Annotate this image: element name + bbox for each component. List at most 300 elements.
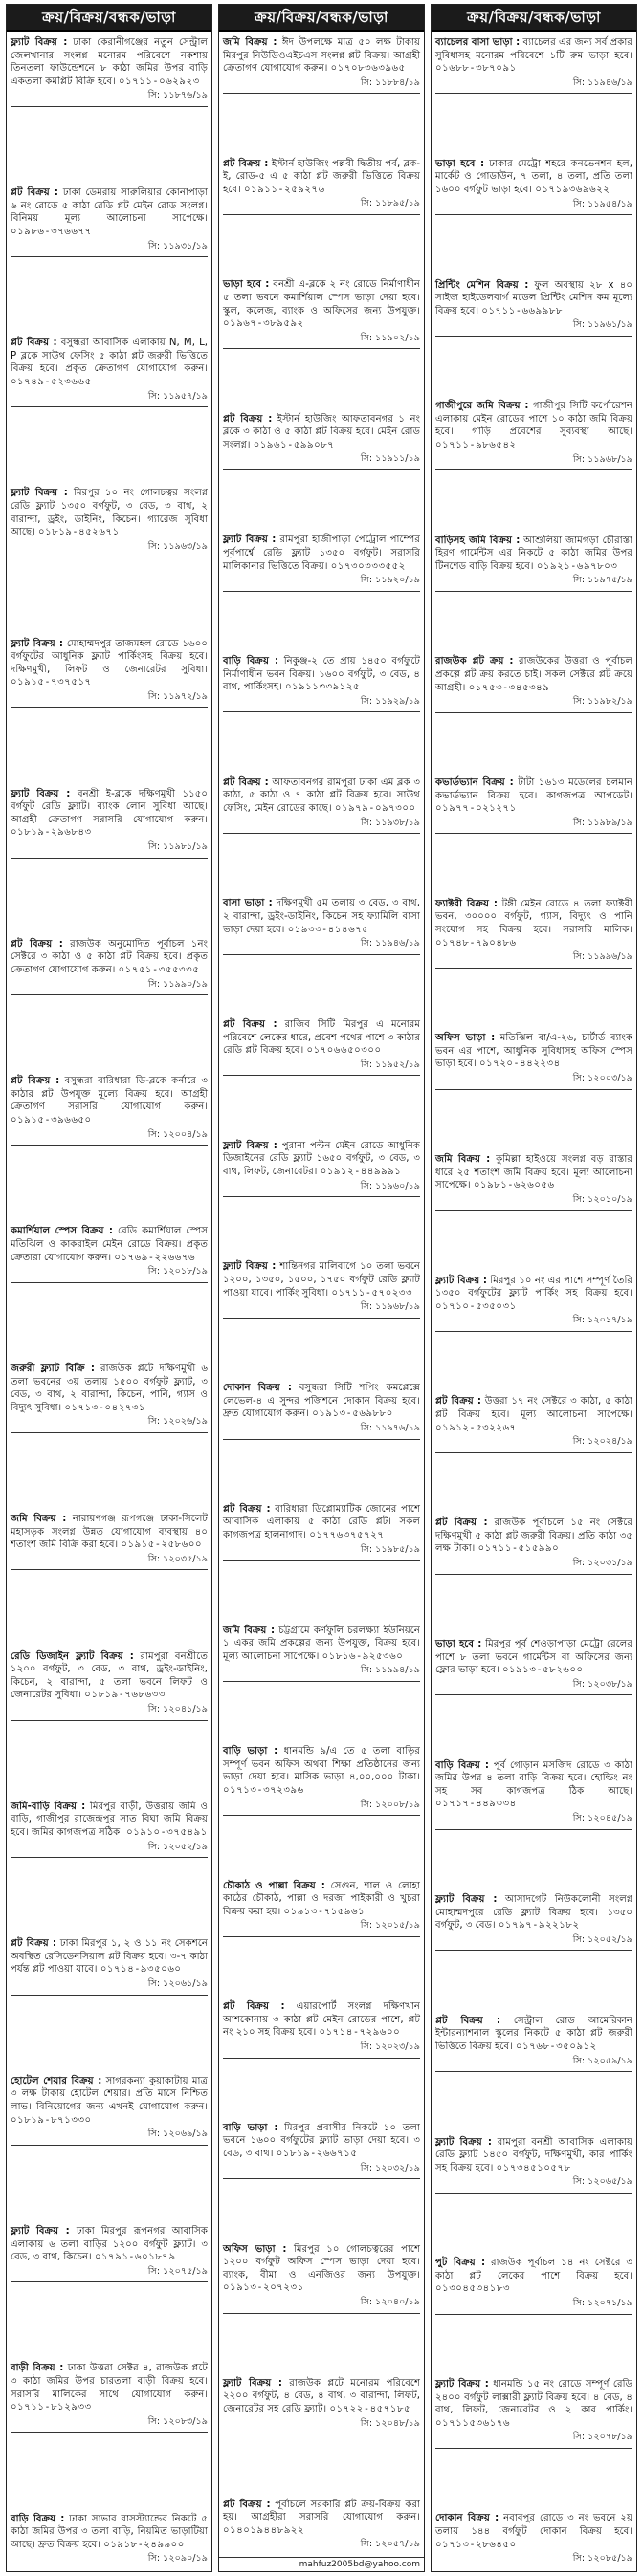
- ad-code: সি: ১১৯১১/১৯: [360, 453, 420, 465]
- ad-heading: প্লট বিক্রয় :: [11, 938, 63, 950]
- ad-heading: দোকান বিক্রয় :: [223, 1383, 292, 1394]
- ad-phone: ০১৯১৫-৩৯৬৬৫০: [11, 1115, 92, 1126]
- ad-text: সাগরকন্যা কুয়াকাটায় মাত্র ৩ লক্ষ টাকায় হোটেল শেয়ার। প্রতি মাসে নিশ্চিত লাভ। বিনিয়োগের জন্য এখনই যোগাযোগ করুন।: [11, 2075, 209, 2112]
- ad-code: সি: ১১৯৫৪/১৯: [572, 198, 632, 209]
- ad-text: বসুন্ধরা সিটি শপিং কমপ্লেক্সে লেভেল-৪ এ সুন্দর পজিশনে দোকান বিক্রয় হবে। দ্রুত যোগাযোগ করুন।: [223, 1383, 420, 1420]
- classified-ad: [11, 484, 208, 557]
- ad-text: নারায়ণগঞ্জ রূপগঞ্জে ঢাকা-সিলেট মহাসড়ক সংলগ্ন উন্নত যোগাযোগ ব্যবস্থায় ৪০ শতাংশ জমি বিক্রি করা হবে।: [11, 1514, 208, 1551]
- ad-text: বসুন্ধরা আবাসিক এলাকায় N, M, L, P ব্লকে সাউথ ফেসিং ৫ কাঠা প্লট জরুরী ভিত্তিতে বিক্রয় হবে। প্রকৃত ক্রেতাগণ যোগাযোগ করুন।: [11, 338, 208, 375]
- classified-ad: [435, 532, 632, 592]
- classified-ad: [223, 2374, 420, 2434]
- ad-heading: ফ্ল্যাট বিক্রয় :: [223, 2377, 282, 2389]
- classified-ad: [435, 2509, 632, 2568]
- ad-phone: ০১৭১৪-৭২৯৬০০: [319, 2027, 401, 2039]
- ad-text: ঢাকা সাভার বাসস্ট্যান্ডের নিকটে ৫ কাঠা জমির উপর ৩ তলা বাড়ি, নিয়মিত ভাড়াটিয়া আছে। দ্রুত বিক্রয় হবে।: [11, 2513, 208, 2550]
- classified-column-2: [218, 4, 425, 2572]
- classified-ad: [223, 2240, 420, 2314]
- ad-code: সি: ১২০৬৯/১৯: [147, 2128, 208, 2140]
- ad-heading: ভাড়া হবে :: [435, 158, 485, 169]
- ad-phone: ০১৯১১৩৩৯১২৫: [284, 682, 361, 693]
- ad-heading: পুট বিক্রয় :: [435, 2258, 486, 2269]
- ad-heading: প্লট বিক্রয় :: [435, 1396, 481, 1408]
- classified-ad: [435, 1029, 632, 1089]
- ad-code: সি: ১২০৯০/১৯: [147, 2553, 208, 2565]
- ad-heading: ফ্ল্যাট বিক্রয় :: [11, 37, 68, 48]
- classified-ad: [11, 635, 208, 709]
- classified-ad: [223, 1137, 420, 1197]
- ad-text: মিরপুর প্রবাসীর নিকটে ১০ তলা ভবনে ১৬০০ বর্গফুটের ফ্ল্যাট ভাড়া দেয়া হবে। ৩ বেড, ৩ বাথ।: [223, 2122, 420, 2160]
- ad-phone: ০১৯১৩-৫৮২৬০০: [501, 1665, 584, 1676]
- ad-code: সি: ১২০১৭/১৯: [572, 1315, 632, 1326]
- ad-code: সি: ১১৯৮১/১৯: [147, 841, 208, 852]
- ad-heading: গাজীপুরে জমি বিক্রয় :: [435, 401, 529, 412]
- ads-list: [7, 32, 211, 2571]
- ad-heading: ফ্ল্যাট বিক্রয় :: [223, 1261, 277, 1273]
- ad-heading: ফ্ল্যাট বিক্রয় :: [223, 1140, 277, 1151]
- ad-heading: প্লট বিক্রয় :: [223, 2499, 271, 2510]
- ad-code: সি: ১১৯৭৫/১৯: [572, 575, 632, 586]
- ad-text: রামপুরা বনশ্রীতে ১২০০ বর্গফুট, ৩ বেড, ৩ বাথ, ড্রইং-ডাইনিং, কিচেন, ২ বারান্দা, ৫ তলা ভবনে লিফট ও জেনারেটর সুবিধা।: [11, 1650, 208, 1701]
- ad-heading: ফ্ল্যাট বিক্রয় :: [11, 638, 63, 649]
- ad-phone: ০১৯৮১-৬২৬০৫৬: [473, 1180, 555, 1191]
- classified-ad: [223, 1379, 420, 1439]
- ad-code: সি: ১১৯২০/১৯: [360, 575, 420, 586]
- ad-code: সি: ১১৯৪৬/১৯: [360, 938, 420, 950]
- ad-code: সি: ১২০৪১/১৯: [147, 1703, 208, 1714]
- classified-column-3: [431, 4, 637, 2572]
- ad-heading: জমি বিক্রয় :: [435, 1153, 491, 1165]
- ad-code: সি: ১২০২৪/১৯: [572, 1436, 632, 1448]
- ad-phone: ০১৯১৩-৭১৫৯৬১: [283, 1906, 366, 1917]
- ad-text: ব্যাচেলর এর জন্য সর্ব প্রকার সুবিধাসহ মনোরম পরিবেশে ১টি রুম ভাড়া হবে।: [435, 37, 632, 61]
- ad-phone: ০১৭১০-৫৩৫০৩১: [435, 1300, 517, 1312]
- classified-ad: [223, 774, 420, 834]
- ad-text: উত্তরা ১৭ নং সেক্টরে ৩ কাঠা, ৫ কাঠা প্লট বিক্রয় হবে। মূল্য আলোচনা সাপেক্ষে।: [435, 1396, 632, 1421]
- ad-phone: ০১৮১৯-৪৫২৬৭১: [38, 527, 120, 538]
- ad-code: সি: ১১৯৩১/১৯: [147, 240, 208, 251]
- ad-phone: ০১৮১৯-২৯৬৮৪৩: [11, 827, 92, 839]
- classified-ad: [11, 2222, 208, 2282]
- ad-heading: প্লট বিক্রয় :: [435, 1517, 488, 1529]
- ad-heading: প্লট বিক্রয় :: [223, 2001, 285, 2013]
- ad-heading: বাড়ি বিক্রয় :: [11, 2513, 65, 2524]
- ad-code: সি: ১২০১৫/১৯: [360, 1920, 420, 1932]
- ad-text: ধানমন্ডি ১৫ নং রোডে সম্পূর্ণ রেডি ২৪০০ বর্গফুট লাক্সারী ফ্ল্যাট বিক্রয় হবে। ৪ বেড, ৪ বাথ, লিফট, জেনারেটর ও ২ কার পার্কিং।: [435, 2379, 632, 2416]
- ad-heading: ব্যাচেলর বাসা ভাড়া :: [435, 37, 521, 48]
- ad-phone: ০১৭৪৮-৭৯০৪৮৬: [435, 937, 517, 949]
- column-header: ক্রয়/বিক্রয়/বন্ধক/ভাড়া: [7, 5, 211, 32]
- ad-text: মিরপুর ১০ নং এর পাশে সম্পূর্ণ তৈরি ১৩৫০ বর্গফুটের ফ্ল্যাট পার্কিং সহ বিক্রয় হবে।: [435, 1275, 632, 1299]
- ad-code: সি: ১২০৩১/১৯: [572, 1557, 632, 1568]
- ad-text: বারিধারা ডিপ্লোম্যাটিক জোনের পাশে আবাসিক এলাকায় ৫ কাঠা রেডি প্লট। সকল কাগজপত্র হালনাগাদ।: [223, 1503, 420, 1541]
- ad-heading: দোকান বিক্রয় :: [435, 2513, 499, 2524]
- ad-heading: ফ্ল্যাট বিক্রয় :: [11, 788, 71, 799]
- ad-code: সি: ১১৯৮৯/১৯: [572, 817, 632, 828]
- ad-code: সি: ১২০৫৯/১৯: [572, 2055, 632, 2066]
- classified-ad: [435, 1635, 632, 1695]
- ad-phone: ০১৭২২-৪৫৭১৮৫: [329, 2404, 411, 2415]
- ad-text: মতিঝিল বা/এ-২৬, চার্টার্ড ব্যাংক ভবন এর পাশে, আধুনিক সুবিধাসহ অফিস স্পেস ভাড়া হবে।: [435, 1033, 632, 1070]
- ad-code: সি: ১১৯২৯/১৯: [360, 695, 420, 707]
- ad-text: রামপুরা হাজীপাড়া পেট্রোল পাম্পের পূর্বপার্শ্বে রেডি ফ্ল্যাট ১৩৫০ বর্গফুট। সরাসরি মালিকানার ভিত্তিতে বিক্রয়।: [223, 535, 420, 572]
- ad-heading: জরুরী ফ্ল্যাট বিক্রি :: [11, 1363, 95, 1374]
- classified-ad: [435, 397, 632, 470]
- ad-phone: ০১৯১০-৩৭৫৪৯১: [126, 1826, 208, 1838]
- classified-ad: [435, 1392, 632, 1452]
- classified-ad: [435, 155, 632, 215]
- ad-phone: ০১৯১৫-২৫৮৬০০: [121, 1539, 203, 1551]
- ads-list: [219, 32, 424, 2557]
- ad-heading: বাড়ি বিক্রয় :: [223, 656, 279, 667]
- ad-code: সি: ১২০৬১/১৯: [147, 1978, 208, 1990]
- classified-ad: [223, 1742, 420, 1816]
- ad-text: মিরপুর ১০ গোলচত্বরের পাশে ১২০০ বর্গফুট অফিস স্পেস ভাড়া দেয়া হবে। ব্যাংক, বীমা ও এনজিওর জন্য উপযুক্ত।: [223, 2243, 420, 2281]
- ad-code: সি: ১২০৫২/১৯: [572, 1933, 632, 1945]
- ad-code: সি: ১১৮৭৬/১৯: [147, 90, 208, 101]
- classified-ad: [223, 531, 420, 591]
- ad-code: সি: ১২০৩২/১৯: [360, 2162, 420, 2173]
- ad-heading: জমি বিক্রয় :: [223, 37, 277, 48]
- classified-ad: [11, 1222, 208, 1282]
- classified-ad: [223, 1500, 420, 1561]
- ad-phone: ০১৯১২-৪৪৯৯৯১: [320, 1166, 402, 1177]
- ad-heading: প্লট বিক্রয় :: [11, 187, 59, 199]
- ad-phone: ০১৪০১৯৪৪৮৯২২: [223, 2524, 305, 2536]
- ad-code: সি: ১১৯৬৩/১৯: [147, 540, 208, 552]
- ad-heading: ফ্ল্যাট বিক্রয় :: [223, 535, 277, 546]
- ad-code: সি: ১২০৪৮/১৯: [360, 2417, 420, 2429]
- ad-text: টাটা ১৬১৩ মডেলের চলমান কভার্ডভ্যান বিক্রয় হবে। কাগজপত্র আপডেট।: [435, 777, 632, 801]
- ad-text: মিরপুর পূর্ব শেওড়াপাড়া মেট্রো রেলের পাশে ৮ তলা ভবনে গার্মেন্টস বা অফিসের জন্য ফ্লোর ভাড়া হবে।: [435, 1638, 632, 1676]
- ad-code: সি: ১১৯৫২/১৯: [360, 1059, 420, 1070]
- ad-phone: ০১৭৪৯-৫২৩৬৬৫: [11, 377, 92, 388]
- classified-ad: [435, 276, 632, 337]
- ad-code: সি: ১১৯৬৮/১৯: [360, 1301, 420, 1313]
- classified-ad: [435, 895, 632, 969]
- ad-text: ধানমন্ডি ৯/এ তে ৫ তলা বাড়ির সম্পূর্ণ ভবন অফিস অথবা শিক্ষা প্রতিষ্ঠানের জন্য ভাড়া দেয়া হবে। মাসিক ভাড়া ৪,০০,০০০ টাকা।: [223, 1746, 420, 1783]
- ad-text: টঙ্গী মেইন রোডে ৪ তলা ফ্যাক্টরী ভবন, ৩০০০০ বর্গফুট, গ্যাস, বিদ্যুৎ ও পানি সংযোগ সহ বিক্রয় হবে। সরাসরি মালিক।: [435, 898, 632, 936]
- ad-code: সি: ১২০৫২/১৯: [147, 1841, 208, 1852]
- ad-code: সি: ১২০৭৮/১৯: [572, 2432, 632, 2443]
- ad-code: সি: ১২০৮৫/১৯: [572, 2553, 632, 2565]
- ad-phone: ০১৯১৫-৭৩৭৫১৭: [11, 677, 92, 688]
- ad-text: মোহাম্মদপুর তাজমহল রোডে ১৬০০ বর্গফুটের আধুনিক ফ্ল্যাট পার্কিংসহ বিক্রয় হবে। দক্ষিণমুখী, লিফট ও জেনারেটর সুবিধা।: [11, 638, 208, 675]
- ad-heading: চৌকাঠ ও পাল্লা বিক্রয় :: [223, 1880, 325, 1891]
- ad-heading: ফ্ল্যাট বিক্রয় :: [435, 2136, 492, 2148]
- classified-ad: [11, 1798, 208, 1858]
- ad-heading: প্লট বিক্রয় :: [223, 413, 273, 425]
- ad-heading: প্লট বিক্রয় :: [435, 2015, 500, 2026]
- ad-text: বসুন্ধরা বারিধারা ডি-ব্লকে কর্নারে ৩ কাঠার প্লট উপযুক্ত মূল্যে বিক্রয় হবে। আগ্রহী ক্রেতাগণ সরাসরি যোগাযোগ করুন।: [11, 1076, 208, 1113]
- ad-code: সি: ১২০৪৫/১৯: [572, 1813, 632, 1824]
- classified-ad: [223, 155, 420, 215]
- ad-text: ইস্টার্ন হাউজিং আফতাবনগর ১ নং ব্লকে ৩ কাঠা ও ৫ কাঠা প্লট বিক্রয় হবে। মেইন রোড সংলগ্ন।: [223, 413, 420, 450]
- classified-ad: [435, 774, 632, 834]
- ad-heading: প্লট বিক্রয় :: [223, 158, 269, 169]
- ad-code: সি: ১২০৭৫/১৯: [147, 2265, 208, 2277]
- ad-text: ঢাকা ডেমরায় সারুলিয়ার কোনাপাড়া ৬ নং রোডে ৫ কাঠা রেডি প্লট মেইন রোড সংলগ্ন। বিনিময় মূল্য আলোচনা সাপেক্ষে।: [11, 187, 208, 225]
- ad-code: সি: ১২০১৮/১৯: [147, 1266, 208, 1277]
- ad-code: সি: ১১৯৩৮/১৯: [360, 817, 420, 828]
- ad-heading: বাড়ি বিক্রয় :: [435, 1759, 489, 1771]
- ad-code: সি: ১১৮৯৫/১৯: [360, 198, 420, 209]
- ad-heading: ফ্যাক্টরী বিক্রয় :: [435, 898, 498, 909]
- classified-ad: [223, 275, 420, 349]
- ad-phone: ০১৭৯১-৬০১৮৭৯: [94, 2252, 176, 2263]
- ad-code: সি: ১১৯০২/১৯: [360, 332, 420, 343]
- ad-text: রাজউকের উত্তরা ও পূর্বাচল প্রকল্পে প্লট ক্রয় করতে চাই। সকল সেক্টরে প্লট ক্রয়ে আগ্রহী।: [435, 656, 632, 693]
- classified-ad: [11, 935, 208, 995]
- ad-text: ঢাকা মিরপুর ১, ২ ও ১১ নং সেকশনে অবস্থিত রেসিডেনসিয়াল প্লট বিক্রয় হবে। ৩-৭ কাঠা পর্যন্ত প্লট পাওয়া যাবে।: [11, 1938, 208, 1976]
- ad-text: শান্তিনগর মালিবাগে ১০ তলা ভবনে ১২০০, ১৩৫০, ১৫০০, ১৭৫০ বর্গফুট রেডি ফ্ল্যাট পাওয়া যাবে। পার্কিং সুবিধা।: [223, 1261, 420, 1299]
- classified-ad: [11, 334, 208, 407]
- ad-phone: ০১৯৬৭-৩৮৯৫৯২: [223, 318, 304, 330]
- classified-ad: [223, 2496, 420, 2555]
- ad-text: রেডি কমার্শিয়াল স্পেস মতিঝিল ও কাকরাইল মেইন রোডে বিক্রয়। প্রকৃত ক্রেতারা যোগাযোগ করুন।: [11, 1226, 208, 1263]
- ad-phone: ০১৮১৯-৮৭১৩৩০: [11, 2114, 92, 2126]
- ad-heading: ফ্ল্যাট বিক্রয় :: [11, 488, 68, 499]
- ad-text: আশুলিয়া জামগড়া চৌরাস্তা হিরণ গার্মেন্টস এর নিকটে ৫ কাঠা জমির উপর টিনশেড বাড়ি বিক্রয় হবে।: [435, 535, 632, 572]
- ad-phone: ০১৯৮৬-৩৭৬৬৭৭: [11, 226, 92, 237]
- ad-phone: ০১৯২১-৬৯৭৮০৩: [536, 560, 618, 572]
- ad-code: সি: ১১৯৮২/১৯: [572, 696, 632, 708]
- ad-code: সি: ১১৯৬৮/১৯: [572, 453, 632, 465]
- ad-code: সি: ১২০২৬/১৯: [147, 1416, 208, 1428]
- ad-text: নিকুঞ্জ-২ তে প্রায় ১৪৫০ বর্গফুটে নির্মাণাধীন ভবন বিক্রয়। ১৬০০ বর্গফুট, ৩ বেড, ৪ বাথ, পার্কিংসহ।: [223, 656, 420, 693]
- ad-heading: প্লট বিক্রয় :: [11, 1076, 60, 1087]
- ad-phone: ০১৭১৭-৪৪৯৩৩৪: [435, 1799, 517, 1810]
- classified-ad: [435, 1757, 632, 1830]
- ad-heading: ভাড়া হবে :: [223, 279, 270, 291]
- ad-heading: কমার্শিয়াল স্পেস বিক্রয় :: [11, 1226, 113, 1237]
- ad-heading: প্লট বিক্রয় :: [223, 1503, 271, 1515]
- classified-ad: [435, 2375, 632, 2449]
- ad-phone: ০১৮১৯-৭৬৮৬৩৩: [84, 1690, 166, 1701]
- ad-text: ঈদ উপলক্ষে মাত্র ৫০ লক্ষ টাকায় মিরপুর নিউডিওএইচএস সংলগ্ন প্লট বিক্রয়। আগ্রহী ক্রেতাগণ যোগাযোগ করুন।: [223, 37, 420, 75]
- classified-ad: [223, 894, 420, 954]
- ad-text: সেন্ট্রাল রোড আমেরিকান ইন্টারন্যাশনাল স্কুলের নিকটে ৫ কাঠা প্লট জরুরী ভিত্তিতে বিক্রয় হবে।: [435, 2015, 632, 2052]
- ad-text: ইস্টার্ন হাউজিং পল্লবী দ্বিতীয় পর্ব, ব্লক-ই, রোড-৫ এ ৫ কাঠা প্লট জরুরী ভিত্তিতে বিক্রয় হবে।: [223, 158, 420, 195]
- ad-phone: ০১৭১১-৫১৫৯৯০: [477, 1543, 560, 1555]
- classified-ad: [435, 1514, 632, 1574]
- ad-heading: প্লট বিক্রয় :: [11, 1938, 56, 1950]
- ad-phone: ০১৭১১-০৬২৯২৩: [119, 76, 200, 87]
- ad-code: সি: ১১৯৯৬/১৯: [572, 951, 632, 963]
- ad-phone: ০১৯১২-৫৩২২৬৭: [435, 1422, 517, 1433]
- ad-code: সি: ১১৮৮৪/১৯: [360, 76, 420, 88]
- ad-code: সি: ১২০৭১/১৯: [572, 2298, 632, 2309]
- ad-text: কুমিল্লা হাইওয়ে সংলগ্ন বড় রাস্তার ধারে ২৫ শতাংশ জমি বিক্রয় হবে। মূল্য আলোচনা সাপেক্ষে।: [435, 1153, 632, 1191]
- classified-ad: [435, 1150, 632, 1211]
- classified-ad: [435, 2012, 632, 2072]
- ad-text: মিরপুর ১০ নং গোলচত্বর সংলগ্ন রেডি ফ্ল্যাট ১৩৫০ বর্গফুট, ৩ বেড, ৩ বাথ, ২ বারান্দা, ড্রইং, ডাইনিং, কিচেন। গ্যারেজ সুবিধা আছে।: [11, 488, 208, 538]
- ad-phone: ০১৭১১৫৩৬১৭৬: [435, 2417, 511, 2429]
- classified-ad: [11, 785, 208, 859]
- ad-phone: ০১৭১১-৯৮৬৫৪২: [435, 440, 517, 451]
- classified-ad: [223, 1997, 420, 2058]
- ad-phone: ০১৭৭৬৩৭৫৭২৭: [309, 1530, 385, 1541]
- ad-text: রামপুরা বনশ্রী আবাসিক এলাকায় রেডি ফ্ল্যাট ১৪৫০ বর্গফুট, দক্ষিণমুখী, কার পার্কিং সহ বিক্রয় হবে।: [435, 2136, 632, 2173]
- classified-ad: [223, 2119, 420, 2179]
- classified-column-1: [6, 4, 212, 2572]
- ad-heading: অফিস ভাড়া :: [223, 2243, 287, 2255]
- ad-text: রাজউক পূর্বাচলে ১৫ নং সেক্টরে দক্ষিণমুখী ৫ কাঠা প্লট জরুরী বিক্রয়। প্রতি কাঠা ৩৫ লক্ষ টাকা।: [435, 1517, 632, 1555]
- ad-phone: ০১৭১৯৩৬৯৬২২: [535, 184, 610, 195]
- ad-phone: ০১৯১৩-৫৬৯৮৮০: [312, 1408, 393, 1420]
- ad-text: ঢাকা উত্তরা সেক্টর ৪, রাজউক প্লটে ৩ কাঠা জমির উপর চারতলা বাড়ী বিক্রয় হবে। সরাসরি মালিকের সাথে যোগাযোগ করুন।: [11, 2363, 208, 2400]
- ad-text: ঢাকার মেট্রো শহরে কনভেনশন হল, মার্কেট ও গোডাউন, ৭ তলা, ৪ তলা, প্রতি তলা ১৬০০ বর্গফুট ভাড়া হবে।: [435, 158, 632, 195]
- ad-code: সি: ১২০৫৭/১৯: [360, 2539, 420, 2550]
- ad-code: সি: ১১৯৯৪/১৯: [360, 1665, 420, 1676]
- ad-code: সি: ১১৯৪৬/১৯: [572, 76, 632, 88]
- ad-heading: জমি বিক্রয় :: [11, 1514, 67, 1525]
- ad-phone: ০১৭৫৩-৩৪৫৩৪৯: [468, 682, 550, 693]
- ad-heading: প্লট বিক্রয় :: [223, 776, 269, 788]
- ad-heading: হোটেল শেয়ার বিক্রয় :: [11, 2075, 102, 2086]
- ad-text: গাজীপুর সিটি কর্পোরেশন এলাকায় মেইন রোডের পাশে ১০ কাঠা জমি বিক্রয় হবে। গাড়ি প্রবেশের সুব্যবস্থা আছে।: [435, 401, 633, 438]
- column-header: ক্রয়/বিক্রয়/বন্ধক/ভাড়া: [432, 5, 636, 32]
- classified-ad: [435, 1272, 632, 1332]
- classified-ad: [435, 2133, 632, 2194]
- ad-heading: প্রিন্টিং মেশিন বিক্রয় :: [435, 279, 529, 291]
- ad-code: সি: ১২০০৩/১৯: [572, 1072, 632, 1083]
- ad-phone: ০১৭১৩-০৪২৭৩১: [64, 1402, 146, 1413]
- ad-phone: ০১৭১৪-৯৩৫০৬০: [100, 1964, 182, 1976]
- ad-phone: ০১৭৬৮-৩৫০৯১২: [516, 2041, 597, 2052]
- ad-phone: ০১৭০৬৬৫০৩০০: [306, 1045, 382, 1057]
- ad-text: ফুল অবস্থায় ২৮ x ৪০ সাইজ হাইডেলবার্গ মডেল প্রিন্টিং মেশিন কম মূল্যে বিক্রয় হবে।: [435, 279, 632, 317]
- ad-heading: রেডি ডিজাইন ফ্ল্যাট বিক্রয় :: [11, 1650, 134, 1662]
- ad-heading: অফিস ভাড়া :: [435, 1033, 496, 1044]
- ad-text: ঢাকা কেরানীগঞ্জের নতুন সেন্ট্রাল জেলখানার সংলগ্ন মনোরম পরিবেশে নকশায় তিনতলা ফাউন্ডেশনে ৮ কাঠা জমির উপর বাড়ি একতলা কমপ্লিট বিক্রি হবে।: [11, 37, 208, 87]
- ad-code: সি: ১২০০৮/১৯: [360, 1799, 420, 1810]
- ad-phone: ০১৯১৮-২৪৯৯০০: [103, 2539, 185, 2550]
- classified-ad: [435, 1890, 632, 1951]
- ads-list: [432, 32, 636, 2571]
- classified-ad: [223, 1877, 420, 1937]
- ad-phone: ০১৭১৩-২৮৬৪৫০: [435, 2539, 517, 2550]
- ad-heading: কভার্ডভ্যান বিক্রয় :: [435, 777, 514, 789]
- classified-ad: [223, 1257, 420, 1318]
- ad-text: রাজউক প্লটে দক্ষিণমুখী ৬ তলা ভবনের ৩য় তলায় ১৫০০ বর্গফুট ফ্ল্যাট, ৩ বেড, ৩ বাথ, ২ বারান্দা, কিচেন, পানি, গ্যাস ও বিদ্যুৎ সুবিধা।: [11, 1363, 208, 1413]
- ad-text: রাজউক প্লটে মনোরম পরিবেশে ২২০০ বর্গফুট, ৪ বেড, ৪ বাথ, ৩ বারান্দা, লিফট, জেনারেটর সহ রেডি ফ্ল্যাট।: [223, 2377, 420, 2415]
- classified-ad: [435, 33, 632, 94]
- ad-text: মিরপুর বাড়ী, উত্তরায় জমি ও বাড়ি, গাজীপুর রাজেন্দ্রপুর সাত বিঘা জমি বিক্রয় হবে। জমির কাগজপত্র সঠিক।: [11, 1801, 208, 1838]
- ad-phone: ০১৯১১-২৫৯২৭৬: [244, 184, 325, 195]
- classified-ad: [11, 2510, 208, 2569]
- classified-ad: [11, 1648, 208, 1721]
- ad-code: সি: ১১৯৮৫/১৯: [360, 1543, 420, 1555]
- ad-heading: প্লট বিক্রয় :: [223, 1019, 277, 1031]
- ad-phone: ০১৭৩০৩৩৩৫৫২: [330, 560, 406, 572]
- ad-code: সি: ১২০৮৩/১৯: [147, 2415, 208, 2427]
- ad-text: রাজউক পূর্বাচল ১৪ নং সেক্টরে ৩ কাঠা প্লট লেকের পাশে বিক্রয় হবে।: [435, 2258, 632, 2281]
- ad-phone: ০১৭১১-৬৬৯৯৮৮: [481, 305, 564, 317]
- classified-ad: [11, 33, 208, 107]
- ad-code: সি: ১২০১০/১৯: [572, 1193, 632, 1205]
- ad-heading: রাজউক প্লট ক্রয় :: [435, 656, 514, 667]
- ad-phone: ০১৭২০-৪৪২২৩৪: [479, 1059, 561, 1070]
- classified-ad: [435, 652, 632, 712]
- ad-text: ঢাকা মিরপুর রূপনগর আবাসিক এলাকায় ৬ তলা বাড়ির ১২০০ বর্গফুট ফ্ল্যাট। ৩ বেড, ৩ বাথ, কিচেন।: [11, 2225, 208, 2263]
- ad-text: পূর্বাচলে সরকারি প্লট ক্রয়-বিক্রয় করা হয়। আগ্রহীরা সরাসরি যোগাযোগ করুন।: [223, 2499, 420, 2523]
- ad-code: সি: ১১৯৬১/১৯: [572, 319, 632, 331]
- ad-heading: জমি বিক্রয় :: [223, 1625, 276, 1636]
- ad-code: সি: ১২০৩৮/১৯: [572, 1678, 632, 1690]
- classified-ad: [223, 1015, 420, 1076]
- ad-text: পূর্ব গোড়ান মসজিদ রোডে ৩ কাঠা জমির উপর ৪ তলা বাড়ি বিক্রয় হবে। হোল্ডিং নং সহ সব কাগজপত্র ঠিক আছে।: [435, 1759, 632, 1797]
- ad-heading: বাড়ি ভাড়া :: [223, 2122, 278, 2133]
- classified-ad: [223, 410, 420, 470]
- ad-heading: ফ্ল্যাট বিক্রয় :: [11, 2225, 70, 2237]
- ad-code: সি: ১২০০৪/১৯: [147, 1128, 208, 1140]
- classified-ad: [11, 2359, 208, 2433]
- ad-phone: ০১৩০৪৫৩৪১৮৩: [435, 2283, 511, 2295]
- ad-heading: ফ্ল্যাট বিক্রয় :: [435, 2379, 489, 2390]
- ad-code: সি: ১১৯৬০/১৯: [360, 1180, 420, 1191]
- ad-text: এয়ারপোর্ট সংলগ্ন দক্ষিণখান আশকোনায় ৩ কাঠা প্লট মেইন রোডের পাশে, প্লট নং ২১০ সহ বিক্রয় হবে।: [223, 2001, 421, 2039]
- ad-code: সি: ১২০২৩/১৯: [360, 2041, 420, 2052]
- classified-ad: [11, 1360, 208, 1433]
- classified-ad: [223, 652, 420, 712]
- ad-code: সি: ১১৯৯০/১৯: [147, 978, 208, 990]
- ad-text: আসাদগেট নিউকলোনী সংলগ্ন মোহাম্মদপুরে রেডি ফ্ল্যাট বিক্রয় হবে। ১৩৫০ বর্গফুট, ৩ বেড।: [435, 1894, 632, 1932]
- ad-text: আফতাবনগর রামপুরা ঢাকা এম ব্লক ৩ কাঠা, ৫ কাঠা ও ৭ কাঠা প্লট বিক্রয় হবে। সাউথ ফেসিং, মেইন রোডের কাছে।: [223, 776, 420, 814]
- ad-heading: প্লট বিক্রয় :: [11, 338, 57, 349]
- ad-phone: ০১৭৫১-৩৫৫৩৩৫: [118, 964, 200, 975]
- classified-ad: [11, 184, 208, 257]
- ad-text: নবাবপুর রোডে ৩ নং ভবনে ২য় তলায় ১৪৪ বর্গফুট দোকান বিক্রয় হবে।: [435, 2513, 632, 2537]
- ad-phone: ০১৭৯৭-৯২২১৮২: [498, 1920, 580, 1932]
- ad-phone: ০১৯৬১-৫৯৯০৮৭: [253, 439, 335, 450]
- classified-ad: [11, 1510, 208, 1570]
- ad-phone: ০১৯৩৩-৪১৪৬৭৫: [287, 924, 369, 935]
- ad-heading: বাসা ভাড়া :: [223, 898, 273, 909]
- ad-code: সি: ১১৯৭২/১৯: [147, 690, 208, 702]
- ad-phone: ০১৭১৩-৩৭২৩৯৬: [223, 1785, 304, 1796]
- ad-text: রাজিব সিটি মিরপুর এ মনোরম পরিবেশে লেকের ধারে, প্রবেশ পথের পাশে ৩ কাঠার রেডি প্লট বিক্রয় হবে।: [223, 1019, 420, 1057]
- classified-ad: [11, 1934, 208, 1995]
- ad-phone: ০১৮১৯-২৬৬৭১৫: [276, 2149, 358, 2160]
- ad-code: সি: ১২০৬৫/১৯: [572, 2176, 632, 2188]
- ad-phone: ০১৮১৬-৯২৫৩৬০: [322, 1650, 404, 1662]
- ad-phone: ০১৭১১-৮১২৯৩৩: [11, 2402, 92, 2413]
- ad-heading: বাড়ি ভাড়া :: [223, 1746, 278, 1757]
- ad-heading: ভাড়া হবে :: [435, 1638, 482, 1649]
- column-header: ক্রয়/বিক্রয়/বন্ধক/ভাড়া: [219, 5, 424, 32]
- ad-code: সি: ১২০৩৫/১৯: [147, 1553, 208, 1564]
- ad-code: সি: ১২০৪০/১৯: [360, 2296, 420, 2307]
- columns-container: [6, 4, 637, 2572]
- classified-ad: [435, 2254, 632, 2314]
- ad-code: সি: ১১৯৭৬/১৯: [360, 1422, 420, 1433]
- ad-heading: ফ্ল্যাট বিক্রয় :: [435, 1275, 487, 1286]
- ad-text: দক্ষিণমুখী ৫ম তলায় ৩ বেড, ৩ বাথ, ২ বারান্দা, ড্রইং-ডাইনিং, কিচেন সহ ফ্যামিলি বাসা ভাড়া দেয়া হবে।: [223, 898, 420, 935]
- ad-text: রাজউক অনুমোদিত পূর্বাচল ১নং সেক্টরে ৩ কাঠা ও ৫ কাঠা প্লট বিক্রয় হবে। প্রকৃত ক্রেতাগণ যোগাযোগ করুন।: [11, 938, 208, 975]
- ad-text: বনশ্রী ই-ব্লকে দক্ষিণমুখী ১১৫০ বর্গফুট রেডি ফ্ল্যাট। ব্যাংক লোন সুবিধা আছে। আগ্রহী ক্রেতাগণ সরাসরি যোগাযোগ করুন।: [11, 788, 209, 825]
- ad-text: বনশ্রী এ-ব্লকে ২ নং রোডে নির্মাণাধীন ৫ তলা ভবনে কমার্শিয়াল স্পেস ভাড়া দেয়া হবে। স্কুল, কলেজ, ব্যাংক ও অফিসের জন্য উপযুক্ত।: [223, 279, 421, 317]
- ad-phone: ০১৯৭৭-০২১২৭১: [435, 803, 517, 815]
- ad-heading: জমি-বাড়ি বিক্রয় :: [11, 1801, 86, 1812]
- classified-ad: [223, 33, 420, 94]
- ad-heading: বাড়িসহ জমি বিক্রয় :: [435, 535, 521, 546]
- contact-email: mahfuz2005bd@yahoo.com: [219, 2557, 424, 2571]
- ad-text: পুরানা পল্টন মেইন রোডে আধুনিক ডিজাইনের রেডি ফ্ল্যাট ১৬৫০ বর্গফুট, ৩ বেড, ৩ বাথ, লিফট, জেনারেটর।: [223, 1140, 421, 1177]
- ad-phone: ০১৭৬৯-২২৬৬৭৬: [114, 1252, 196, 1263]
- ad-text: সেগুন, শাল ও লোহা কাঠের চৌকাঠ, পাল্লা ও দরজা পাইকারী ও খুচরা বিক্রয় করা হয়।: [223, 1880, 420, 1917]
- ad-phone: ০১৭০৮৩৬৩৯৬৫: [330, 63, 406, 75]
- ad-phone: ০১৭১১-৫৭০২৩৩: [331, 1287, 413, 1299]
